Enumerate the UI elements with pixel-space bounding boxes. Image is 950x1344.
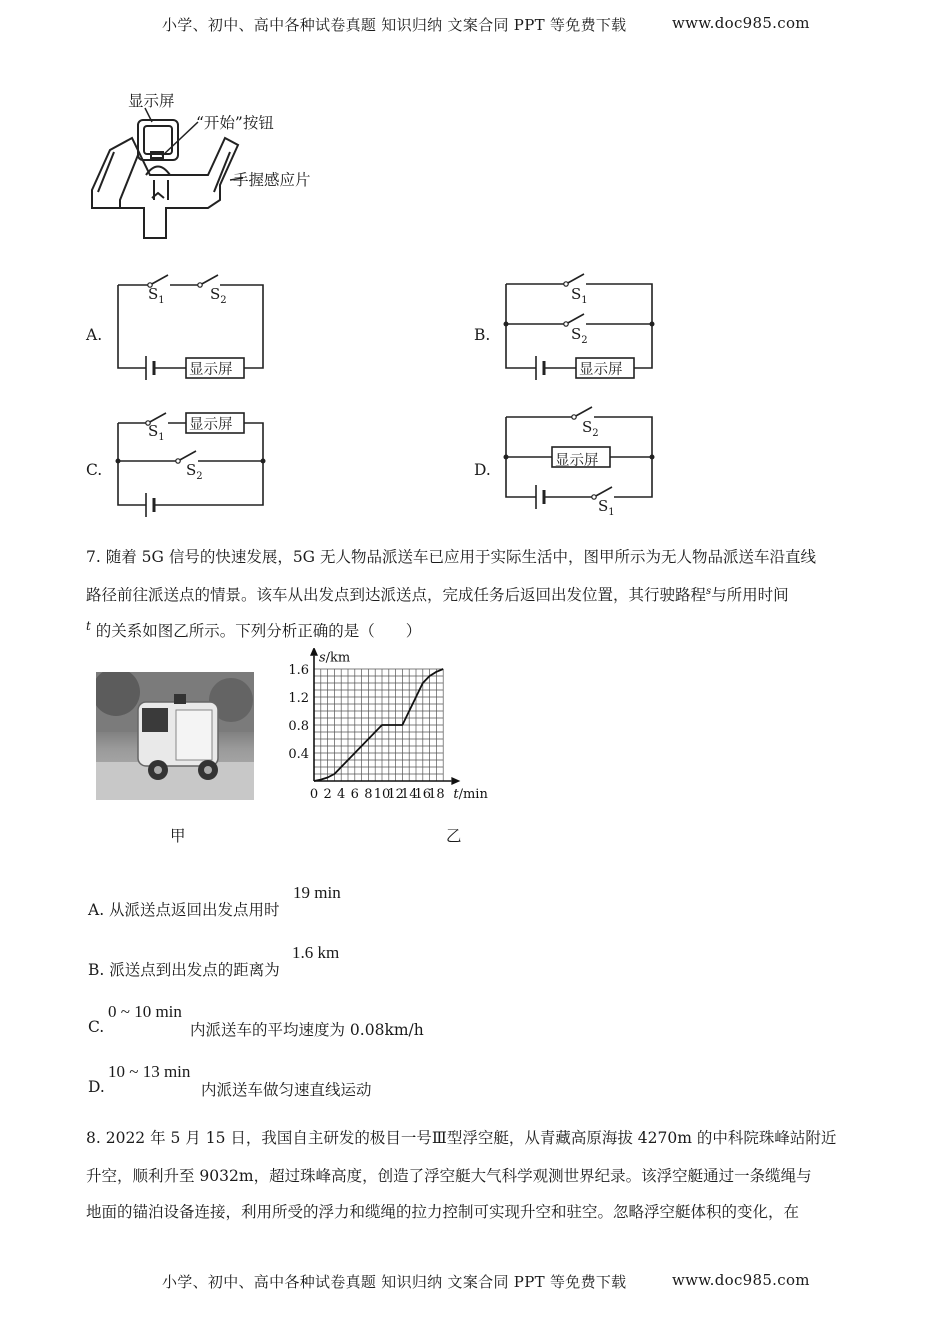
y-tick-label: 1.6 bbox=[288, 663, 309, 678]
option-b-text: B. 派送点到出发点的距离为 bbox=[88, 961, 280, 979]
device-figure bbox=[80, 80, 380, 250]
circuit-b-display-label: 显示屏 bbox=[579, 362, 623, 378]
x-axis-label: t/min bbox=[453, 787, 488, 802]
x-tick-label: 8 bbox=[364, 787, 373, 802]
x-tick-label: 18 bbox=[428, 787, 445, 802]
option-a-math: 19 min bbox=[293, 883, 341, 902]
option-d-text: 内派送车做匀速直线运动 bbox=[201, 1081, 372, 1099]
sensor-label: 手握感应片 bbox=[233, 171, 311, 189]
header-text: 小学、初中、高中各种试卷真题 知识归纳 文案合同 PPT 等免费下载 bbox=[162, 16, 627, 34]
q8-line-1: 8. 2022 年 5 月 15 日，我国自主研发的极目一号Ⅲ型浮空艇，从青藏高原海拔 4270m 的中科院珠峰站附近 bbox=[86, 1129, 837, 1147]
q7-line-2: 路径前往派送点的情景。该车从出发点到达派送点，完成任务后返回出发位置，其行驶路程$^s$与所用时间 bbox=[86, 585, 789, 604]
q7-line-1: 7. 随着 5G 信号的快速发展，5G 无人物品派送车已应用于实际生活中，图甲所示为无人物品派送车沿直线 bbox=[86, 548, 816, 566]
x-tick-label: 0 bbox=[309, 787, 319, 802]
y-axis-label: s/km bbox=[319, 650, 351, 666]
circuit-d-display-label: 显示屏 bbox=[555, 453, 599, 469]
x-tick-label: 14 bbox=[400, 787, 418, 802]
x-tick-label: 16 bbox=[414, 787, 432, 802]
q8-line-2: 升空，顺利升至 9032m，超过珠峰高度，创造了浮空艇大气科学观测世界纪录。该浮空艇通过一条缆绳与 bbox=[86, 1167, 812, 1185]
x-tick-label: 12 bbox=[387, 787, 404, 802]
x-tick-label: 2 bbox=[323, 787, 332, 802]
x-tick-label: 4 bbox=[337, 787, 346, 802]
option-c-label: C. bbox=[88, 1018, 105, 1036]
option-c-math: 0 ~ 10 min bbox=[108, 1002, 182, 1021]
circuit-b-s2: $S_2$ bbox=[571, 325, 588, 346]
x-axis-arrow bbox=[451, 777, 460, 785]
option-d-letter: D. bbox=[474, 461, 491, 479]
option-a-letter: A. bbox=[86, 326, 103, 344]
option-a-text: A. 从派送点返回出发点用时 bbox=[88, 901, 280, 919]
option-c-letter: C. bbox=[86, 461, 103, 479]
x-tick-label: 10 bbox=[373, 787, 391, 802]
circuit-c-s1: $S_1$ bbox=[148, 422, 165, 443]
option-b-letter: B. bbox=[474, 326, 491, 344]
y-tick-label: 0.4 bbox=[288, 747, 309, 762]
circuit-c-s2: $S_2$ bbox=[186, 461, 203, 482]
header-site-link[interactable]: www.doc985.com bbox=[672, 14, 810, 32]
fig-left-caption: 甲 bbox=[170, 827, 186, 845]
circuit-d-s1: $S_1$ bbox=[598, 497, 615, 518]
option-c-text: 内派送车的平均速度为 0.08km/h bbox=[190, 1021, 424, 1039]
circuit-a-display-label: 显示屏 bbox=[189, 362, 233, 378]
footer-site-link[interactable]: www.doc985.com bbox=[672, 1271, 810, 1289]
button-leader-line bbox=[162, 122, 198, 156]
y-tick-label: 1.2 bbox=[288, 691, 309, 706]
circuit-d-s2: $S_2$ bbox=[582, 418, 599, 439]
option-b-math: 1.6 km bbox=[292, 943, 340, 962]
circuit-a-s1: $S_1$ bbox=[148, 285, 165, 306]
delivery-vehicle-photo bbox=[96, 672, 254, 800]
option-d-label: D. bbox=[88, 1078, 105, 1096]
start-button-label: “开始”按钮 bbox=[196, 114, 274, 132]
footer-text: 小学、初中、高中各种试卷真题 知识归纳 文案合同 PPT 等免费下载 bbox=[162, 1273, 627, 1291]
x-tick-label: 6 bbox=[350, 787, 359, 802]
circuit-b-s1: $S_1$ bbox=[571, 285, 588, 306]
q8-line-3: 地面的锚泊设备连接，利用所受的浮力和缆绳的拉力控制可实现升空和驻空。忽略浮空艇体积的变化，在 bbox=[86, 1203, 800, 1221]
y-tick-label: 0.8 bbox=[288, 719, 309, 734]
circuit-c-display-label: 显示屏 bbox=[189, 417, 233, 433]
fig-right-caption: 乙 bbox=[446, 827, 462, 845]
option-d-math: 10 ~ 13 min bbox=[108, 1062, 191, 1081]
y-axis-arrow bbox=[310, 648, 318, 656]
screen-label: 显示屏 bbox=[128, 92, 175, 110]
circuit-a-s2: $S_2$ bbox=[210, 285, 227, 306]
s-t-chart bbox=[284, 648, 624, 808]
q7-line-3: $^t$ 的关系如图乙所示。下列分析正确的是（ ） bbox=[86, 619, 422, 641]
